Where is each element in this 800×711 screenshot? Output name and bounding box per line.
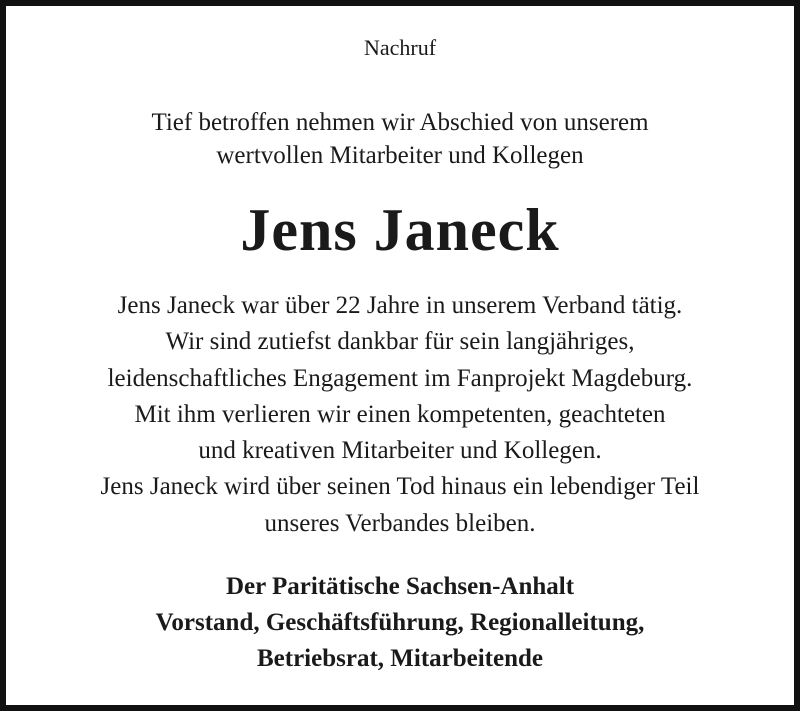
deceased-name: Jens Janeck — [240, 197, 560, 263]
signature-line: Der Paritätische Sachsen-Anhalt — [225, 573, 575, 600]
intro-text — [6, 106, 794, 172]
signature-line: Betriebsrat, Mitarbeitende — [256, 645, 544, 672]
tribute-line: Wir sind zutiefst dankbar für sein langjähriges, — [165, 328, 635, 356]
tribute-line: Jens Janeck war über 22 Jahre in unserem Verband tätig. — [117, 292, 683, 319]
intro-line: Tief betroffen nehmen wir Abschied von unserem — [151, 109, 649, 136]
tribute-line: Mit ihm verlieren wir einen kompetenten, geachteten — [134, 400, 666, 428]
tribute-text — [6, 288, 794, 542]
tribute-line: und kreativen Mitarbeiter und Kollegen. — [198, 437, 602, 465]
intro-line: wertvollen Mitarbeiter und Kollegen — [216, 142, 584, 169]
notice-heading: Nachruf — [363, 35, 437, 60]
signature-block — [6, 569, 794, 677]
signature-line: Vorstand, Geschäftsführung, Regionalleitung, — [155, 609, 645, 636]
tribute-line: leidenschaftliches Engagement im Fanprojekt Magdeburg. — [107, 364, 693, 392]
tribute-line: unseres Verbandes bleiben. — [264, 509, 536, 537]
tribute-line: Jens Janeck wird über seinen Tod hinaus ein lebendiger Teil — [100, 473, 700, 501]
